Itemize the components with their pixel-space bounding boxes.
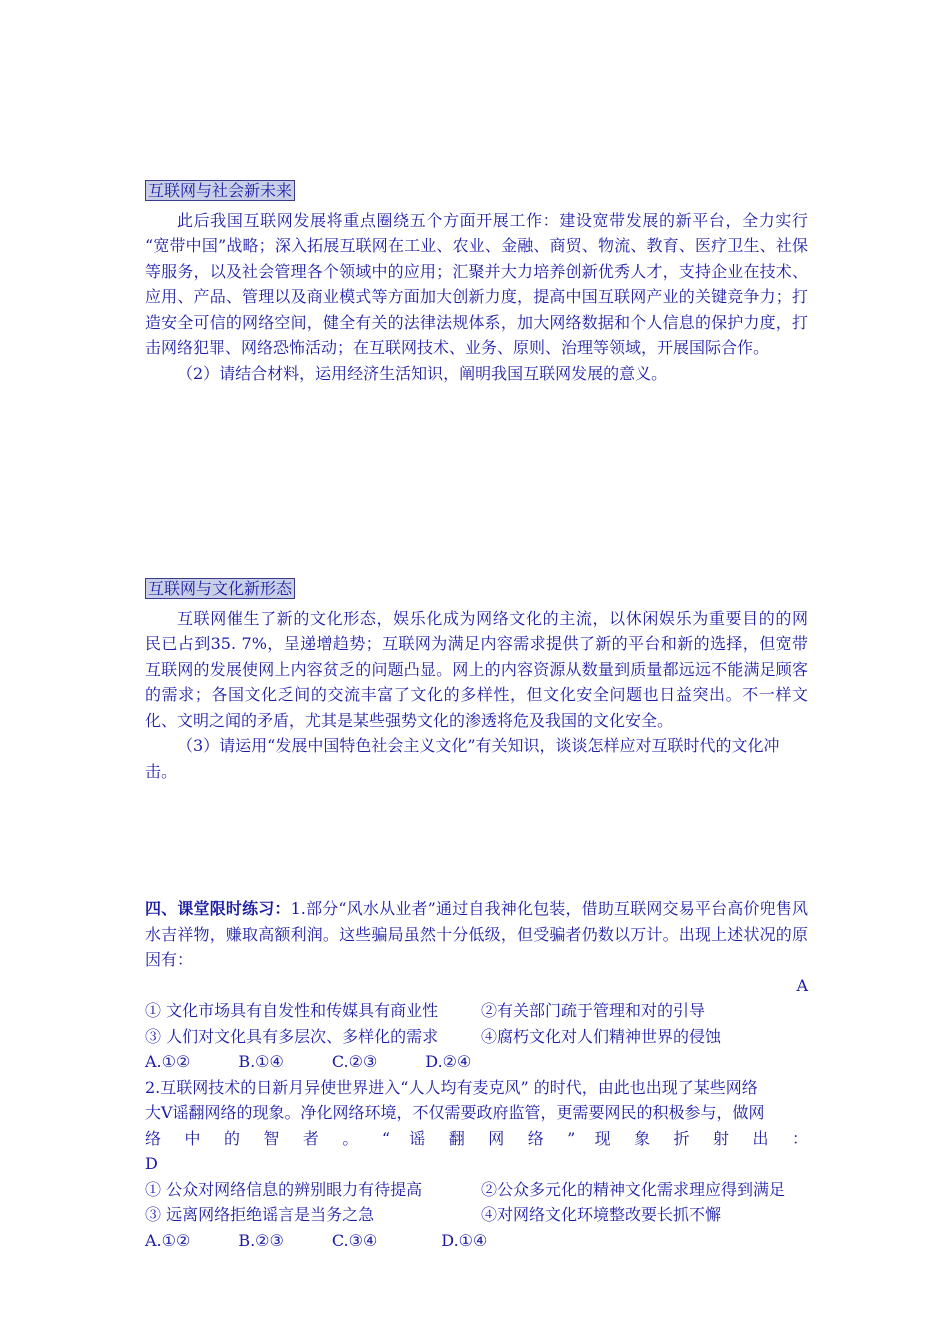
question-1 [145,896,808,973]
question-stem: 1.部分“风水从业者”通过自我神化包装，借助互联网交易平台高价兜售风水吉祥物，赚取高额利润。这些骗局虽然十分低级，但受骗者仍数以万计。出现上述状况的原因有： [145,899,808,969]
answer-key: A [796,975,808,995]
choice-item: ④对网络文化环境整改要长抓不懈 [481,1205,722,1224]
practice-section [145,896,808,1253]
choice-item: ②公众多元化的精神文化需求理应得到满足 [481,1179,786,1199]
choice-item: ③ 人们对文化具有多层次、多样化的需求 [145,1026,439,1046]
question-stem-line: 络 中 的 智 者 。 “ 谣 翻 网 络 ” 现 象 折 射 出 ： [145,1128,808,1148]
section-heading: 互联网与社会新未来 [145,180,295,201]
answer-key: D [145,1154,158,1173]
choice-item: ②有关部门疏于管理和对的引导 [481,1001,706,1020]
material-paragraph: 互联网催生了新的文化形态，娱乐化成为网络文化的主流，以休闲娱乐为重要目的的网 民已占到35. 7%，呈递增趋势；互联网为满足内容需求提供了新的平台和新的选择，但宽带互联网的发展使网上内容贫乏的问题凸显。网上的内容资源从数量到质量都远远不能满足顾客的需求；各国文化乏间的交流丰富了文化的多样性，但文化安全问题也日益突出。不一样文化、文明之闻的矛盾，尤其是某些强势文化的渗透将危及我国的文化安全。 [145,608,825,730]
question-text: （2）请结合材料，运用经济生活知识，阐明我国互联网发展的意义。 [177,363,668,383]
practice-label: 四、课堂限时练习： [145,899,291,918]
section-social-future [145,178,808,386]
choice-row [145,1202,808,1228]
answer-options: A.①② B.①④ C.②③ D.②④ [145,1052,472,1071]
section-culture-form [145,576,825,784]
question-text: （3）请运用“发展中国特色社会主义文化”有关知识，谈谈怎样应对互联时代的文化冲击。 [145,736,780,781]
choice-item: ④腐朽文化对人们精神世界的侵蚀 [481,1026,722,1046]
choice-item: ① 公众对网络信息的辨别眼力有待提高 [145,1179,423,1199]
question-stem-line: 2.互联网技术的日新月异使世界进入“人人均有麦克风” 的时代，由此也出现了某些网络 [145,1077,758,1097]
choice-item: ③ 远离网络拒绝谣言是当务之急 [145,1205,375,1224]
choice-row [145,1177,808,1203]
material-paragraph: 此后我国互联网发展将重点圈绕五个方面开展工作：建设宽带发展的新平台，全力实行 “宽带中国”战略；深入拓展互联网在工业、农业、金融、商贸、物流、教育、医疗卫生、社保等服务，以及社会管理各个领域中的应用；汇聚并大力培养创新优秀人才，支持企业在技术、应用、产品、管理以及商业模式等方面加大创新力度，提高中国互联网产业的关键竞争力；打造安全可信的网络空间，健全有关的法律法规体系，加大网络数据和个人信息的保护力度，打击网络犯罪、网络恐怖活动；在互联网技术、业务、原则、治理等领域，开展国际合作。 [145,210,808,357]
choice-row [145,1024,808,1050]
section-heading: 互联网与文化新形态 [145,578,295,599]
question-stem-line: 大V谣翻网络的现象。净化网络环境，不仅需要政府监管，更需要网民的积极参与，做网 [145,1103,765,1122]
answer-options: A.①② B.②③ C.③④ D.①④ [145,1230,488,1250]
choice-item: ① 文化市场具有自发性和传媒具有商业性 [145,1001,439,1020]
choice-row [145,998,808,1024]
